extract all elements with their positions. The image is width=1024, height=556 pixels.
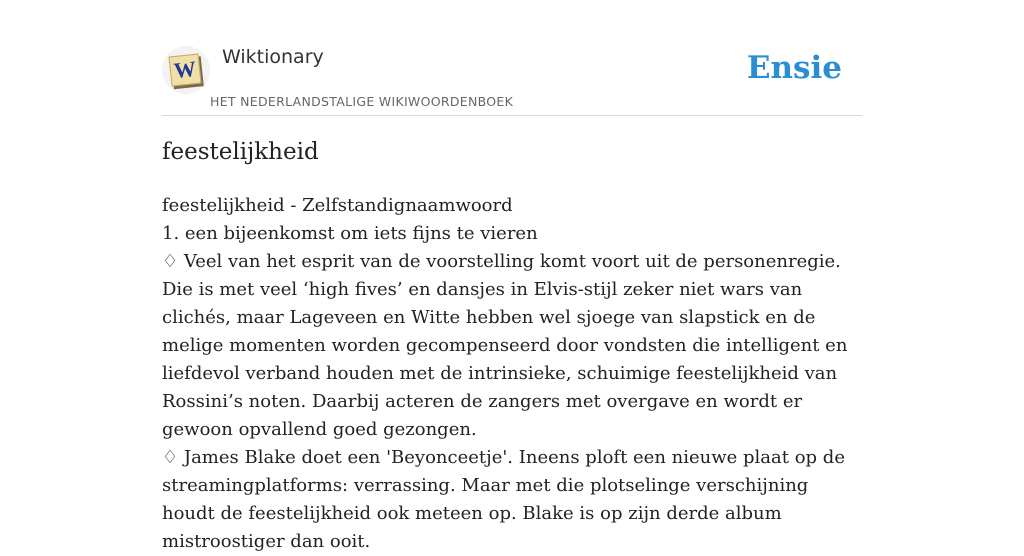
entry-definition: 1. een bijeenkomst om iets fijns te vieren	[162, 223, 538, 244]
entry-content	[162, 192, 862, 556]
site-tagline: HET NEDERLANDSTALIGE WIKIWOORDENBOEK	[210, 94, 514, 109]
entry-heading: feestelijkheid - Zelfstandignaamwoord	[162, 195, 513, 216]
wiktionary-logo-icon[interactable]	[162, 46, 210, 94]
page-title: feestelijkheid	[162, 139, 319, 165]
logo-tile	[169, 54, 202, 87]
site-header	[162, 40, 862, 116]
example-sentence: ♢ James Blake doet een 'Beyonceetje'. Ineens ploft een nieuwe plaat op de streamingplatforms: verrassing. Maar met die plotselinge verschijning houdt de feestelijkheid ook meteen op. Blake is op zijn derde album mistroostiger dan ooit.	[162, 447, 845, 552]
logo-letter: W	[172, 55, 198, 84]
example-sentence: ♢ Veel van het esprit van de voorstelling komt voort uit de personenregie. Die is met veel ‘high fives’ en dansjes in Elvis-stijl zeker niet wars van clichés, maar Lageveen en Witte hebben wel sjoege van slapstick en de melige momenten worden gecompenseerd door vondsten die intelligent en liefdevol verband houden met de intrinsieke, schuimige feestelijkheid van Rossini’s noten. Daarbij acteren de zangers met overgave en wordt er gewoon opvallend goed gezongen.	[162, 251, 848, 440]
ensie-brand-logo[interactable]: Ensie	[746, 50, 842, 86]
site-name[interactable]: Wiktionary	[222, 46, 324, 68]
